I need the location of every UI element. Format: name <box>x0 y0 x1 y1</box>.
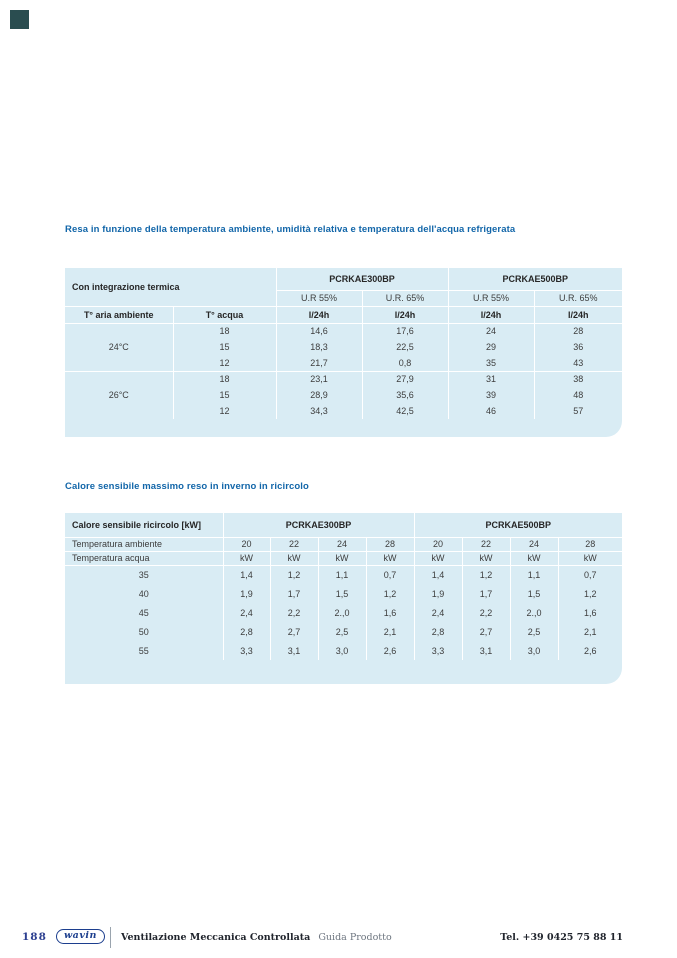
cell: 15 <box>173 339 276 355</box>
cell: 2,6 <box>366 641 414 660</box>
cell: 18 <box>173 371 276 387</box>
cell: 2,7 <box>462 622 510 641</box>
cell: 24 <box>448 323 534 339</box>
cell: 57 <box>534 403 622 419</box>
footer-divider <box>110 927 111 948</box>
section-heading-resa: Resa in funzione della temperatura ambiente, umidità relativa e temperatura dell'acqua refrigerata <box>65 224 516 235</box>
cell: 46 <box>448 403 534 419</box>
cell: 20 <box>414 537 462 551</box>
cell: 15 <box>173 387 276 403</box>
table1 <box>65 268 622 437</box>
cell: 1,2 <box>462 565 510 584</box>
cell: 35 <box>448 355 534 371</box>
table-row <box>65 551 622 565</box>
table-row <box>65 565 622 584</box>
cell: 0,7 <box>366 565 414 584</box>
cell: 36 <box>534 339 622 355</box>
cell: 1,2 <box>558 584 622 603</box>
cell: 23,1 <box>276 371 362 387</box>
cell: 1,1 <box>318 565 366 584</box>
water-temp-cell: 40 <box>138 588 149 599</box>
cell: 1,4 <box>223 565 270 584</box>
cell: 1,5 <box>318 584 366 603</box>
cell: U.R 55% <box>276 290 362 306</box>
cell: 1,2 <box>366 584 414 603</box>
table1-colgroup-300bp: PCRKAE300BP <box>276 268 448 290</box>
cell: 3,1 <box>462 641 510 660</box>
cell: 2,4 <box>414 603 462 622</box>
cell: 17,6 <box>362 323 448 339</box>
col-header: l/24h <box>362 306 448 323</box>
table-row <box>65 622 622 641</box>
cell: 2,8 <box>414 622 462 641</box>
cell: 21,7 <box>276 355 362 371</box>
cell: 2,7 <box>270 622 318 641</box>
cell: 24 <box>510 537 558 551</box>
cell: 3,1 <box>270 641 318 660</box>
cell: 3,3 <box>414 641 462 660</box>
doc-subtitle-text: Guida Prodotto <box>318 932 392 943</box>
cell: 43 <box>534 355 622 371</box>
cell: 22 <box>462 537 510 551</box>
cell: 22,5 <box>362 339 448 355</box>
cell: 2,8 <box>223 622 270 641</box>
cell: 3,3 <box>223 641 270 660</box>
cell: 0,8 <box>362 355 448 371</box>
cell: 27,9 <box>362 371 448 387</box>
table-row <box>65 513 622 537</box>
row-label: Temperatura acqua <box>65 551 223 565</box>
cell: 2,2 <box>270 603 318 622</box>
cell: kW <box>223 551 270 565</box>
cell: 34,3 <box>276 403 362 419</box>
doc-title-text: Ventilazione Meccanica Controllata <box>121 932 311 943</box>
table-con-integrazione-termica <box>65 268 622 437</box>
cell: 3,0 <box>318 641 366 660</box>
cell: 35,6 <box>362 387 448 403</box>
water-temp-cell: 35 <box>138 569 149 580</box>
table-row <box>65 323 622 339</box>
cell: 1,6 <box>558 603 622 622</box>
table1-colgroup-500bp: PCRKAE500BP <box>448 268 622 290</box>
cell: 1,9 <box>414 584 462 603</box>
cell: kW <box>462 551 510 565</box>
cell: 2,6 <box>558 641 622 660</box>
footer-doc-title <box>121 932 392 943</box>
cell: 14,6 <box>276 323 362 339</box>
cell: 22 <box>270 537 318 551</box>
table2-title-cell: Calore sensibile ricircolo [kW] <box>65 513 223 537</box>
cell: 24 <box>318 537 366 551</box>
row-label: Temperatura ambiente <box>65 537 223 551</box>
cell: 2,1 <box>558 622 622 641</box>
spacer-row <box>65 660 622 684</box>
cell: 2,2 <box>462 603 510 622</box>
cell: 28 <box>534 323 622 339</box>
table-row <box>65 537 622 551</box>
col-header: T° acqua <box>173 306 276 323</box>
cell: 28 <box>366 537 414 551</box>
water-temp-cell: 45 <box>138 607 149 618</box>
table-row <box>65 306 622 323</box>
cell: 28 <box>558 537 622 551</box>
table-row <box>65 371 622 387</box>
cell: 1,9 <box>223 584 270 603</box>
cell: 1,6 <box>366 603 414 622</box>
table2-colgroup-500bp: PCRKAE500BP <box>414 513 622 537</box>
cell: 2.,0 <box>510 603 558 622</box>
ambient-temp-cell: 24°C <box>65 323 173 371</box>
footer-phone: Tel. +39 0425 75 88 11 <box>500 932 623 943</box>
page-number: 188 <box>22 931 47 943</box>
cell: 18,3 <box>276 339 362 355</box>
cell: U.R. 65% <box>362 290 448 306</box>
cell: kW <box>558 551 622 565</box>
cell: 0,7 <box>558 565 622 584</box>
cell: U.R 55% <box>448 290 534 306</box>
table2-colgroup-300bp: PCRKAE300BP <box>223 513 414 537</box>
table2 <box>65 513 622 684</box>
water-temp-cell: 55 <box>138 645 149 656</box>
wavin-logo: wavin <box>56 929 105 944</box>
cell: 38 <box>534 371 622 387</box>
cell: 31 <box>448 371 534 387</box>
table-row <box>65 603 622 622</box>
cell: kW <box>414 551 462 565</box>
cell: 28,9 <box>276 387 362 403</box>
table-calore-sensibile <box>65 513 622 684</box>
cell: 2.,0 <box>318 603 366 622</box>
cell: 48 <box>534 387 622 403</box>
cell: 1,2 <box>270 565 318 584</box>
cell: 2,1 <box>366 622 414 641</box>
corner-marker <box>10 10 29 29</box>
table-row <box>65 641 622 660</box>
table-row <box>65 584 622 603</box>
cell: kW <box>510 551 558 565</box>
cell: 1,5 <box>510 584 558 603</box>
spacer-row <box>65 419 622 437</box>
cell: kW <box>366 551 414 565</box>
water-temp-cell: 50 <box>138 626 149 637</box>
cell: kW <box>270 551 318 565</box>
cell: 3,0 <box>510 641 558 660</box>
cell: 12 <box>173 355 276 371</box>
cell: 20 <box>223 537 270 551</box>
cell: 42,5 <box>362 403 448 419</box>
cell: 1,7 <box>462 584 510 603</box>
cell: 12 <box>173 403 276 419</box>
table-row <box>65 268 622 290</box>
cell: kW <box>318 551 366 565</box>
cell: 39 <box>448 387 534 403</box>
section-heading-calore: Calore sensibile massimo reso in inverno in ricircolo <box>65 481 309 492</box>
col-header: l/24h <box>448 306 534 323</box>
col-header: l/24h <box>276 306 362 323</box>
ambient-temp-cell: 26°C <box>108 390 129 401</box>
table1-title-cell: Con integrazione termica <box>65 268 276 306</box>
col-header: T° aria ambiente <box>65 306 173 323</box>
cell: 18 <box>173 323 276 339</box>
cell: 2,5 <box>318 622 366 641</box>
cell: 2,4 <box>223 603 270 622</box>
cell: 1,1 <box>510 565 558 584</box>
cell: 29 <box>448 339 534 355</box>
cell: 1,4 <box>414 565 462 584</box>
cell: 1,7 <box>270 584 318 603</box>
cell: 2,5 <box>510 622 558 641</box>
cell: U.R. 65% <box>534 290 622 306</box>
col-header: l/24h <box>534 306 622 323</box>
